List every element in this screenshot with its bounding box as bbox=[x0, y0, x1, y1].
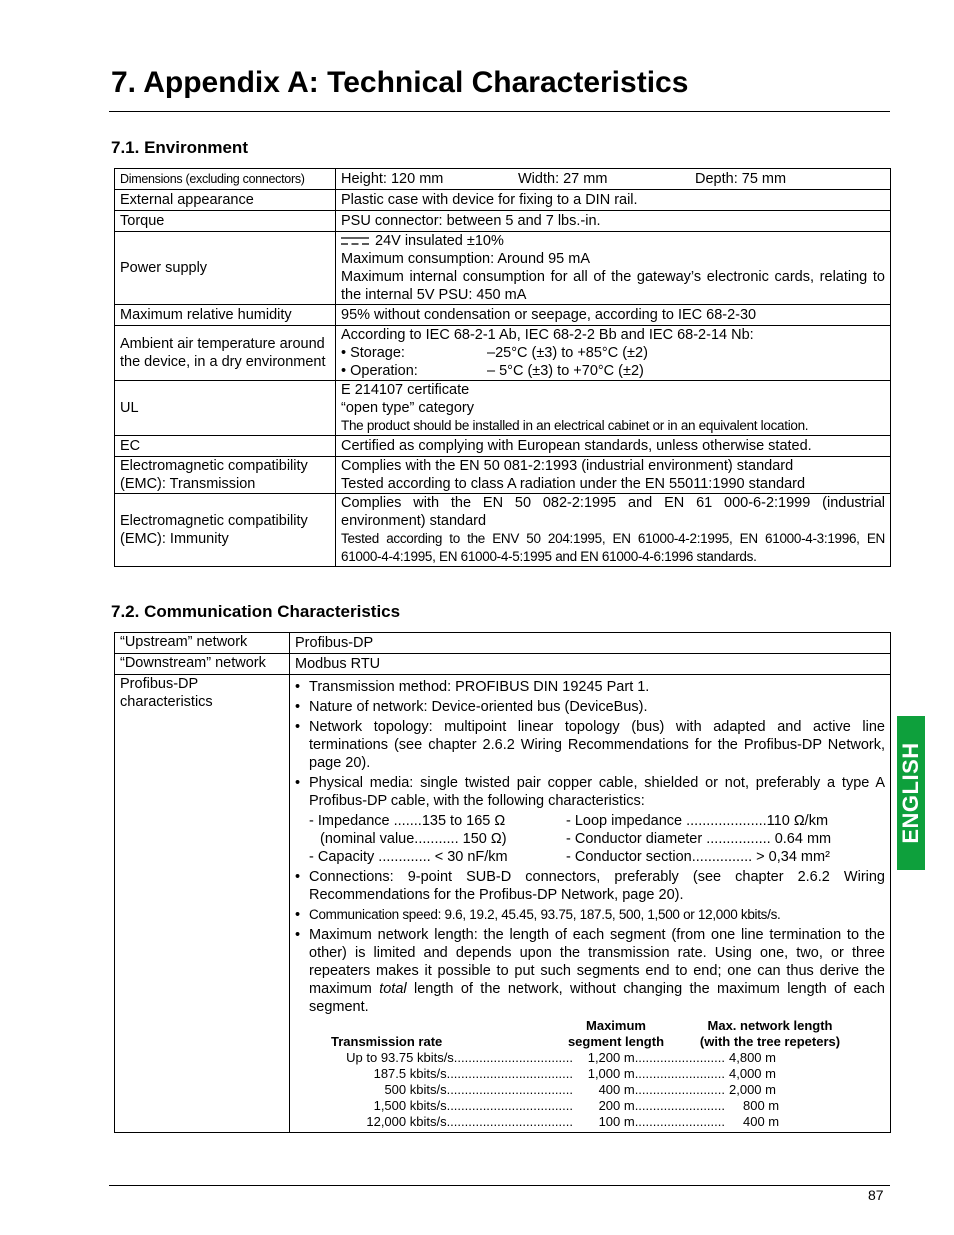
page-number: 87 bbox=[868, 1187, 884, 1203]
row-key: Electromagnetic compatibility (EMC): Immunity bbox=[115, 494, 336, 567]
cable-specs bbox=[309, 812, 885, 866]
row-value: Modbus RTU bbox=[290, 654, 891, 675]
language-tab-label: ENGLISH bbox=[898, 742, 923, 844]
list-item: • Maximum network length: the length of each segment (from one line termination to the other) is limited and depends upon the transmission rate. Using one, two, or three repeaters makes it possible to put such segments end to end; one can thus derive the maximum total length of the network, without changing the maximum length of each segment. bbox=[295, 927, 885, 1015]
row-value bbox=[336, 457, 891, 494]
list-item: • Communication speed: 9.6, 19.2, 45.45, 93.75, 187.5, 500, 1,500 or 12,000 kbits/s. bbox=[295, 907, 781, 923]
header-net: Max. network length bbox=[707, 1018, 833, 1033]
storage-value: –25°C (±3) to +85°C (±2) bbox=[487, 345, 648, 361]
dimension-depth: Depth: 75 mm bbox=[695, 171, 787, 187]
table-row bbox=[115, 381, 891, 436]
table-row bbox=[115, 457, 891, 494]
header-seg: Maximum bbox=[586, 1018, 646, 1033]
list-item: • Physical media: single twisted pair copper cable, shielded or not, preferably a type A Profibus-DP cable, with the following characteristics: bbox=[295, 775, 885, 809]
language-tab bbox=[897, 716, 925, 870]
rate-row: 187.5 kbits/s................................... 1,000 m......................... 4,000 m bbox=[373, 1066, 776, 1081]
row-key: External appearance bbox=[115, 190, 336, 211]
row-key: Maximum relative humidity bbox=[115, 305, 336, 326]
table-row bbox=[115, 305, 891, 326]
table-row bbox=[115, 211, 891, 232]
row-value: Certified as complying with European standards, unless otherwise stated. bbox=[336, 436, 891, 457]
ul-certificate: E 214107 certificate bbox=[341, 382, 470, 398]
emc-immunity-line: Tested according to the ENV 50 204:1995, EN 61000-4-2:1995, EN 61000-4-3:1996, EN 61000-4-4:1995, EN 61000-4-5:1995 and EN 61000-4-6:1996 standards. bbox=[341, 531, 885, 564]
spec-item: (nominal value........... 150 Ω) bbox=[320, 831, 507, 847]
table-row bbox=[115, 190, 891, 211]
rate-row: Up to 93.75 kbits/s................................. 1,200 m......................... 4,800 m bbox=[346, 1050, 776, 1065]
emc-transmission-line: Tested according to class A radiation under the EN 55011:1990 standard bbox=[341, 476, 806, 492]
row-key: “Upstream” network bbox=[115, 633, 290, 654]
header-seg: segment length bbox=[567, 1034, 665, 1049]
rate-row: 12,000 kbits/s................................... 100 m......................... 400 m bbox=[366, 1114, 780, 1129]
row-key: Dimensions (excluding connectors) bbox=[115, 169, 336, 190]
list-item: • Nature of network: Device-oriented bus (DeviceBus). bbox=[295, 699, 648, 715]
row-key: Ambient air temperature around the device, in a dry environment bbox=[115, 326, 336, 381]
table-row bbox=[115, 169, 891, 190]
rate-row: 1,500 kbits/s................................... 200 m......................... 800 m bbox=[373, 1098, 780, 1113]
environment-heading: 7.1. Environment bbox=[111, 138, 248, 157]
page-title: 7. Appendix A: Technical Characteristics bbox=[111, 66, 689, 99]
spec-item: - Capacity ............. < 30 nF/km bbox=[309, 849, 508, 865]
communication-heading: 7.2. Communication Characteristics bbox=[111, 602, 401, 621]
row-value bbox=[336, 169, 891, 190]
row-value: Profibus-DP bbox=[290, 633, 891, 654]
table-row bbox=[115, 494, 891, 567]
list-item: • Transmission method: PROFIBUS DIN 19245 Part 1. bbox=[295, 679, 650, 695]
operation-label: • Operation: bbox=[341, 363, 418, 379]
ul-category: “open type” category bbox=[341, 400, 474, 416]
row-key: Torque bbox=[115, 211, 336, 232]
table-row bbox=[115, 654, 891, 675]
row-value: PSU connector: between 5 and 7 lbs.-in. bbox=[336, 211, 891, 232]
dimension-width: Width: 27 mm bbox=[518, 171, 608, 187]
row-value: 95% without condensation or seepage, according to IEC 68-2-30 bbox=[336, 305, 891, 326]
table-row bbox=[115, 232, 891, 305]
title-rule bbox=[109, 111, 890, 112]
list-item: • Connections: 9-point SUB-D connectors, preferably (see chapter 2.6.2 Wiring Recommendations for the Profibus-DP Network, page 20). bbox=[295, 869, 885, 903]
power-voltage: 24V insulated ±10% bbox=[375, 233, 504, 249]
dc-symbol-icon bbox=[341, 236, 369, 246]
row-key: “Downstream” network bbox=[115, 654, 290, 675]
emc-immunity-line: Complies with the EN 50 082-2:1995 and EN 61 000-6-2:1999 (industrial environment) standard bbox=[341, 495, 885, 529]
row-key: Profibus-DP characteristics bbox=[115, 675, 290, 1133]
spec-item: - Loop impedance ....................110 Ω/km bbox=[566, 813, 829, 829]
temp-standard: According to IEC 68-2-1 Ab, IEC 68-2-2 Bb and IEC 68-2-14 Nb: bbox=[341, 327, 754, 343]
spec-item: - Conductor diameter ................ 0.64 mm bbox=[566, 831, 832, 847]
rate-table-header bbox=[325, 1018, 885, 1050]
row-key: Power supply bbox=[115, 232, 336, 305]
table-row bbox=[115, 633, 891, 654]
power-internal: Maximum internal consumption for all of the gateway’s electronic cards, relating to the internal 5V PSU: 450 mA bbox=[341, 269, 885, 303]
storage-label: • Storage: bbox=[341, 345, 405, 361]
table-row bbox=[115, 675, 891, 1133]
row-value: Plastic case with device for fixing to a DIN rail. bbox=[336, 190, 891, 211]
row-value bbox=[336, 326, 891, 381]
spec-item: - Conductor section............... > 0,34 mm² bbox=[566, 849, 830, 865]
row-key: UL bbox=[115, 381, 336, 436]
dimension-height: Height: 120 mm bbox=[341, 171, 444, 187]
rate-row: 500 kbits/s................................... 400 m......................... 2,000 m bbox=[384, 1082, 776, 1097]
power-consumption: Maximum consumption: Around 95 mA bbox=[341, 251, 591, 267]
row-value bbox=[336, 494, 891, 567]
row-key: Electromagnetic compatibility (EMC): Transmission bbox=[115, 457, 336, 494]
row-key: EC bbox=[115, 436, 336, 457]
operation-value: – 5°C (±3) to +70°C (±2) bbox=[487, 363, 644, 379]
spec-item: - Impedance .......135 to 165 Ω bbox=[309, 813, 506, 829]
table-row bbox=[115, 436, 891, 457]
header-rate: Transmission rate bbox=[331, 1034, 443, 1049]
header-net: (with the tree repeters) bbox=[699, 1034, 841, 1049]
communication-table bbox=[114, 632, 891, 1133]
footer-rule bbox=[109, 1185, 890, 1186]
transmission-rate-table bbox=[325, 1018, 885, 1130]
environment-table bbox=[114, 168, 891, 567]
list-item: • Network topology: multipoint linear topology (bus) with adapted and active line terminations (see chapter 2.6.2 Wiring Recommendations for the Profibus-DP Network, page 20). bbox=[295, 719, 885, 771]
row-value bbox=[290, 675, 891, 1133]
row-value bbox=[336, 381, 891, 436]
ul-note: The product should be installed in an electrical cabinet or in an equivalent location. bbox=[341, 418, 809, 433]
row-value bbox=[336, 232, 891, 305]
emc-transmission-line: Complies with the EN 50 081-2:1993 (industrial environment) standard bbox=[341, 458, 794, 474]
table-row bbox=[115, 326, 891, 381]
